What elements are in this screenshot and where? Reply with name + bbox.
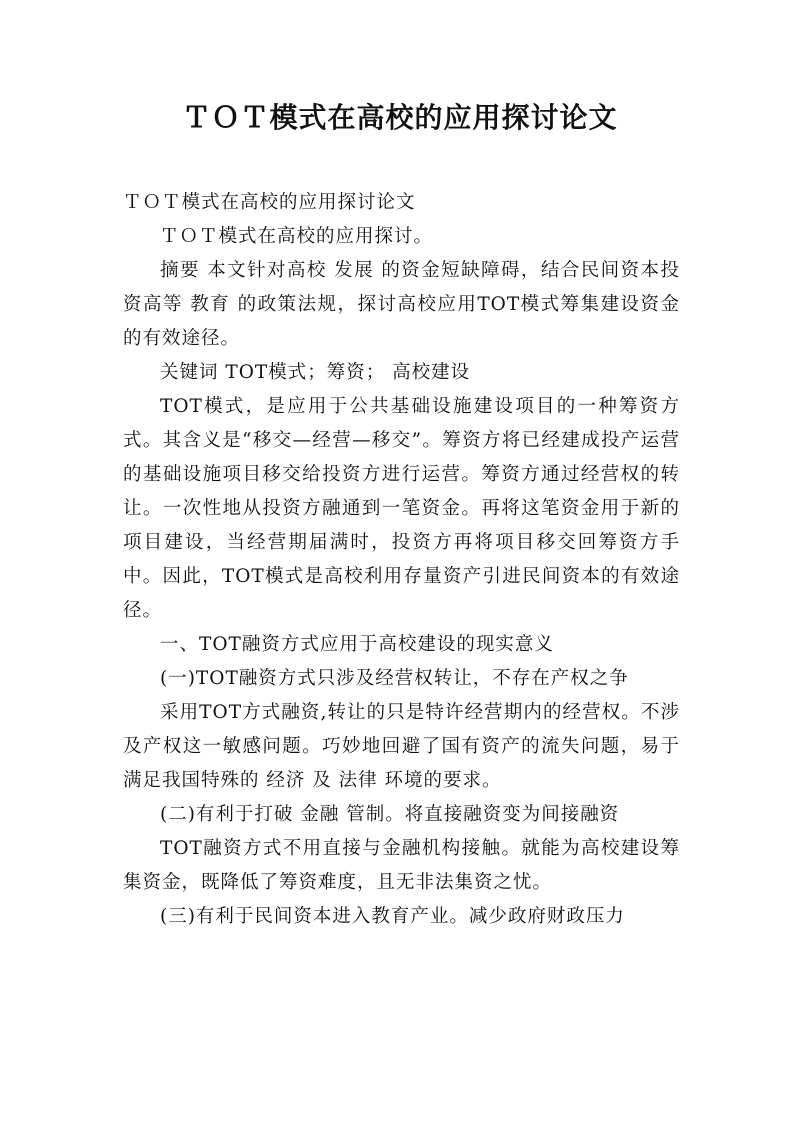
- paragraph-subsection-2: TOT融资方式不用直接与金融机构接触。就能为高校建设筹集资金，既降低了筹资难度，且无非法集资之忧。: [123, 838, 680, 893]
- paragraph-subsection-1: 采用TOT方式融资,转让的只是特许经营期内的经营权。不涉及产权这一敏感问题。巧妙地回避了国有资产的流失问题，易于满足我国特殊的 经济 及 法律 环境的要求。: [123, 702, 680, 791]
- paragraph-tot-definition: TOT模式，是应用于公共基础设施建设项目的一种筹资方式。其含义是“移交—经营—移交”。筹资方将已经建成投产运营的基础设施项目移交给投资方进行运营。筹资方通过经营权的转让。一次性地从投资方融通到一笔资金。再将这笔资金用于新的项目建设，当经营期届满时，投资方再将项目移交回筹资方手中。因此，TOT模式是高校利用存量资产引进民间资本的有效途径。: [123, 396, 680, 621]
- subsection-heading-2: (二)有利于打破 金融 管制。将直接融资变为间接融资: [160, 804, 620, 825]
- section-heading-1: 一、TOT融资方式应用于高校建设的现实意义: [160, 634, 554, 655]
- subsection-heading-3: (三)有利于民间资本进入教育产业。减少政府财政压力: [160, 906, 625, 927]
- paragraph-heading-repeat: ＴＯＴ模式在高校的应用探讨论文: [123, 192, 416, 213]
- subsection-heading-1: (一)TOT融资方式只涉及经营权转让，不存在产权之争: [160, 668, 629, 689]
- paragraph-subtitle: ＴＯＴ模式在高校的应用探讨。: [160, 226, 434, 247]
- paragraph-keywords: 关键词 TOT模式；筹资； 高校建设: [160, 362, 471, 383]
- document-body: [123, 186, 680, 934]
- document-title: ＴＯＴ模式在高校的应用探讨论文: [182, 101, 618, 134]
- paragraph-abstract: 摘要 本文针对高校 发展 的资金短缺障碍，结合民间资本投资高等 教育 的政策法规，探讨高校应用TOT模式筹集建设资金的有效途径。: [123, 260, 680, 349]
